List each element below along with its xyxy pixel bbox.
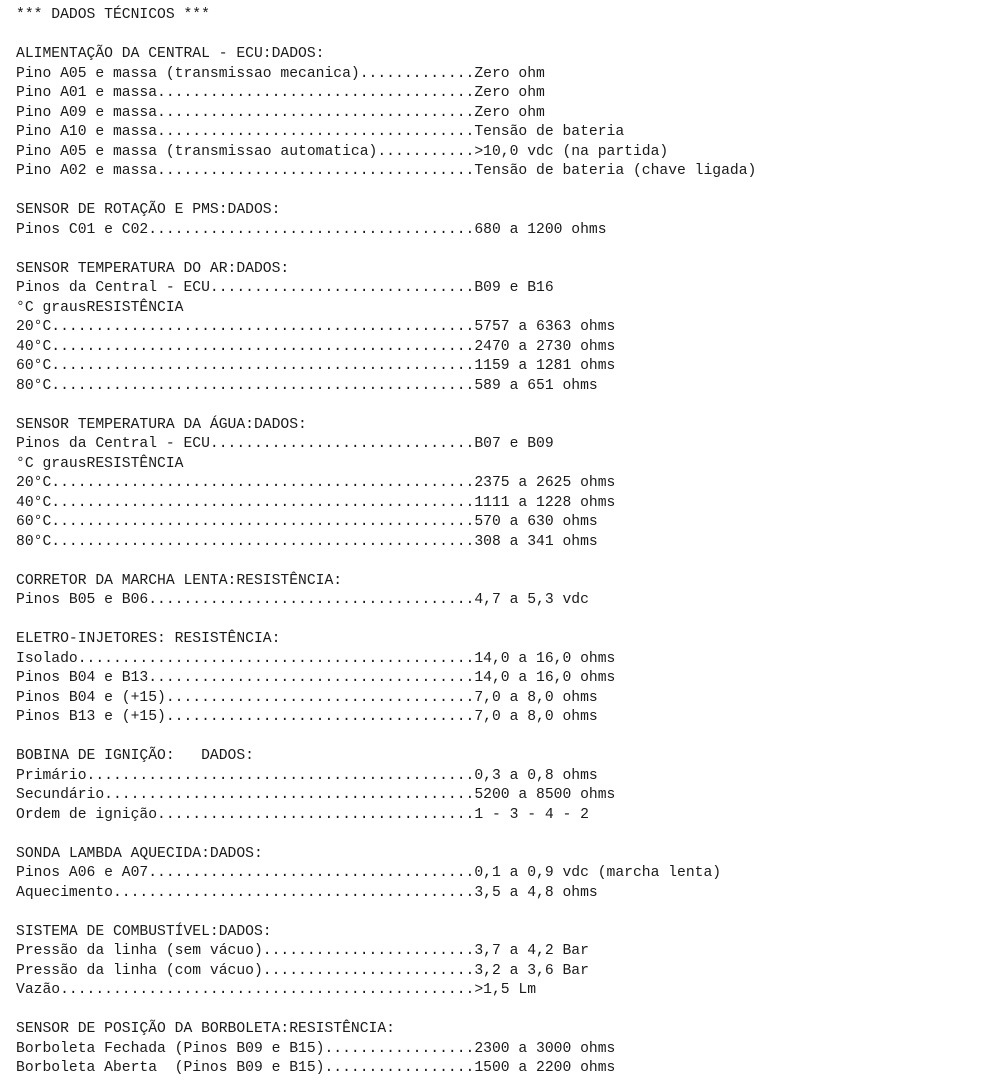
section-heading: BOBINA DE IGNIÇÃO: DADOS:	[16, 748, 254, 764]
section-heading: SISTEMA DE COMBUSTÍVEL:DADOS:	[16, 923, 272, 940]
blank-line	[16, 240, 756, 260]
spec-row: Isolado.............................................14,0 a 16,0 ohms	[16, 650, 616, 667]
spec-row: Pinos B13 e (+15)...................................7,0 a 8,0 ohms	[16, 709, 598, 725]
spec-row: Pino A02 e massa....................................Tensão de bateria (chave ligada)	[16, 163, 757, 179]
spec-row: Aquecimento.........................................3,5 a 4,8 ohms	[16, 884, 598, 901]
spec-row: 60°C................................................570 a 630 ohms	[16, 514, 598, 530]
document-title: *** DADOS TÉCNICOS ***	[16, 7, 210, 23]
blank-line	[16, 396, 756, 416]
spec-row: Pino A01 e massa....................................Zero ohm	[16, 85, 545, 101]
spec-row: Pinos B04 e (+15)...................................7,0 a 8,0 ohms	[16, 689, 598, 706]
spec-row: Pino A09 e massa....................................Zero ohm	[16, 104, 545, 121]
blank-line	[16, 903, 756, 923]
spec-row: Pino A05 e massa (transmissao mecanica).............Zero ohm	[16, 65, 545, 82]
spec-row: Pinos B04 e B13.....................................14,0 a 16,0 ohms	[16, 670, 616, 686]
spec-row: 40°C................................................1111 a 1228 ohms	[16, 494, 616, 511]
section-heading: SENSOR TEMPERATURA DO AR:DADOS:	[16, 260, 290, 277]
spec-row: Pino A10 e massa....................................Tensão de bateria	[16, 124, 625, 140]
spec-row: Borboleta Fechada (Pinos B09 e B15).................2300 a 3000 ohms	[16, 1040, 616, 1057]
spec-row: Primário............................................0,3 a 0,8 ohms	[16, 767, 598, 784]
spec-row: 80°C................................................589 a 651 ohms	[16, 377, 598, 394]
blank-line	[16, 182, 756, 202]
spec-row: 60°C................................................1159 a 1281 ohms	[16, 358, 616, 374]
spec-row: Pinos da Central - ECU..............................B07 e B09	[16, 436, 554, 452]
blank-line	[16, 1001, 756, 1021]
spec-row: 20°C................................................2375 a 2625 ohms	[16, 475, 616, 491]
column-header: °C grausRESISTÊNCIA	[16, 455, 184, 472]
blank-line	[16, 728, 756, 748]
section-heading: CORRETOR DA MARCHA LENTA:RESISTÊNCIA:	[16, 572, 343, 589]
column-header: °C grausRESISTÊNCIA	[16, 299, 184, 316]
section-heading: SONDA LAMBDA AQUECIDA:DADOS:	[16, 845, 263, 862]
spec-row: Pinos A06 e A07.....................................0,1 a 0,9 vdc (marcha lenta)	[16, 865, 722, 881]
section-heading: ELETRO-INJETORES: RESISTÊNCIA:	[16, 631, 281, 647]
spec-row: Pinos da Central - ECU..............................B09 e B16	[16, 280, 554, 296]
blank-line	[16, 26, 756, 46]
spec-row: 20°C................................................5757 a 6363 ohms	[16, 319, 616, 335]
spec-row: Pinos B05 e B06.....................................4,7 a 5,3 vdc	[16, 592, 589, 608]
spec-row: Ordem de ignição....................................1 - 3 - 4 - 2	[16, 806, 589, 823]
spec-row: Borboleta Aberta (Pinos B09 e B15).................1500 a 2200 ohms	[16, 1060, 616, 1076]
spec-row: Vazão...............................................>1,5 Lm	[16, 982, 537, 998]
spec-row: Pressão da linha (com vácuo)........................3,2 a 3,6 Bar	[16, 962, 589, 979]
technical-data-document	[16, 6, 756, 1079]
spec-row: Secundário..........................................5200 a 8500 ohms	[16, 787, 616, 803]
spec-row: Pinos C01 e C02.....................................680 a 1200 ohms	[16, 221, 607, 238]
spec-row: 80°C................................................308 a 341 ohms	[16, 533, 598, 550]
section-heading: SENSOR TEMPERATURA DA ÁGUA:DADOS:	[16, 416, 307, 433]
blank-line	[16, 552, 756, 572]
section-heading: SENSOR DE POSIÇÃO DA BORBOLETA:RESISTÊNCIA:	[16, 1021, 395, 1037]
spec-row: Pressão da linha (sem vácuo)........................3,7 a 4,2 Bar	[16, 943, 589, 959]
section-heading: SENSOR DE ROTAÇÃO E PMS:DADOS:	[16, 202, 281, 218]
blank-line	[16, 611, 756, 631]
spec-row: 40°C................................................2470 a 2730 ohms	[16, 338, 616, 355]
spec-row: Pino A05 e massa (transmissao automatica)...........>10,0 vdc (na partida)	[16, 143, 669, 160]
blank-line	[16, 825, 756, 845]
section-heading: ALIMENTAÇÃO DA CENTRAL - ECU:DADOS:	[16, 46, 325, 62]
